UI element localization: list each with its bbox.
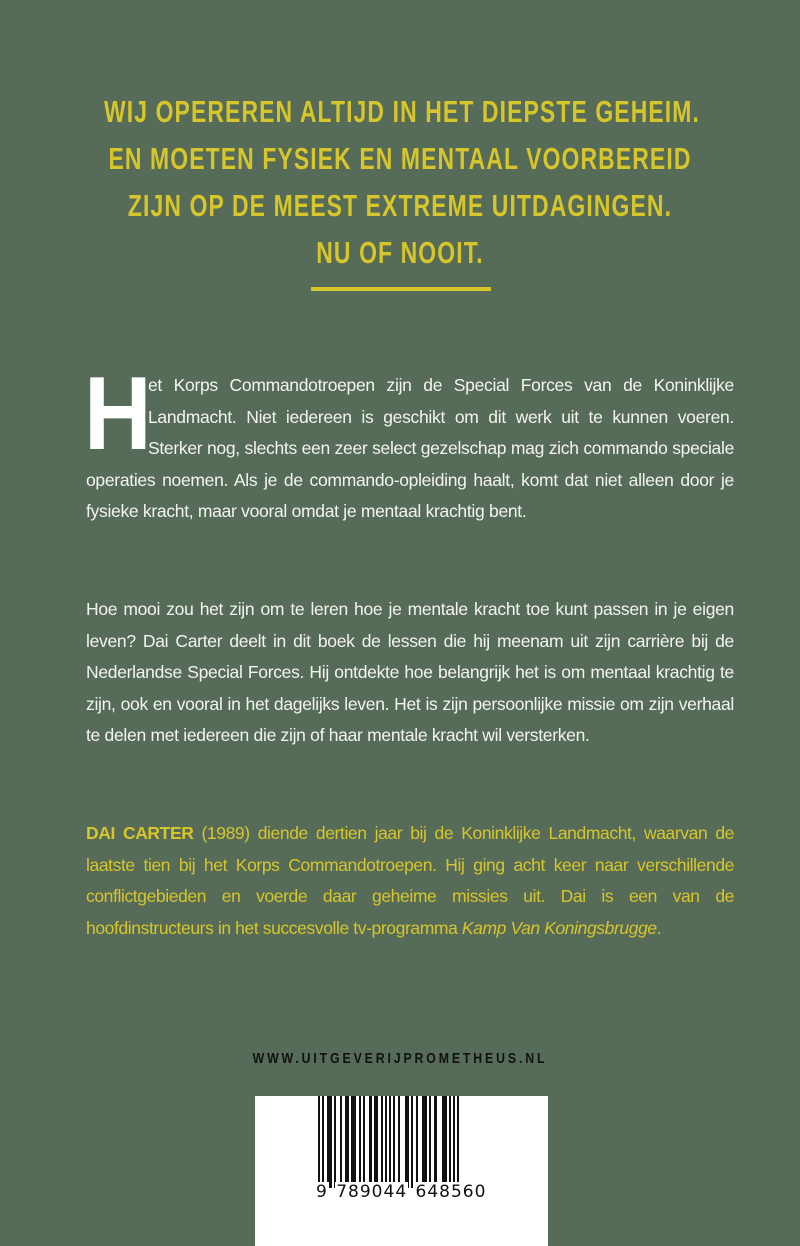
isbn-group-2: 648560 bbox=[415, 1182, 487, 1202]
description-paragraph: Hoe mooi zou het zijn om te leren hoe je mentale kracht toe kunt passen in je eigen leven? Dai Carter deelt in dit boek de lessen die hij meenam uit zijn carrière bij de Nederlandse Special Forces. Hij ontdekte hoe belangrijk het is om mentaal krachtig te zijn, ook en vooral in het dagelijks leven. Het is zijn persoonlijke missie om zijn verhaal te delen met iedereen die zijn of haar mentale kracht wil versterken. bbox=[86, 599, 734, 745]
author-bio-text: (1989) diende dertien jaar bij de Koninklijke Landmacht, waarvan de laatste tien bij het Korps Commandotroepen. Hij ging acht keer naar verschillende conflictgebieden en voerde daar geheime missies uit. Dai is een van de hoofdinstructeurs in het succesvolle tv-programma bbox=[86, 823, 735, 938]
headline-line-1: WIJ OPEREREN ALTIJD IN HET DIEPSTE GEHEIM. bbox=[104, 94, 700, 129]
headline-underline-divider bbox=[311, 287, 491, 291]
author-name: DAI CARTER bbox=[86, 823, 194, 843]
isbn-group-1: 789044 bbox=[336, 1182, 408, 1202]
headline-line-2: EN MOETEN FYSIEK EN MENTAAL VOORBEREID bbox=[108, 141, 692, 176]
isbn-prefix: 9 bbox=[316, 1182, 328, 1202]
tv-show-title: Kamp Van Koningsbrugge bbox=[461, 917, 657, 938]
intro-paragraph bbox=[84, 356, 734, 528]
barcode-bars-icon bbox=[318, 1096, 508, 1196]
barcode-box bbox=[255, 1096, 548, 1246]
author-bio bbox=[86, 818, 734, 944]
drop-cap: H bbox=[84, 356, 152, 472]
headline-line-4: NU OF NOOIT. bbox=[316, 235, 484, 270]
intro-text: et Korps Commandotroepen zijn de Special Forces van de Koninklijke Landmacht. Niet iedereen is geschikt om dit werk uit te kunnen voeren. Sterker nog, slechts een zeer select gezelschap mag zich commando speciale operaties noemen. Als je de commando-opleiding haalt, komt dat niet alleen door je fysieke kracht, maar vooral omdat je mentaal krachtig bent. bbox=[86, 375, 734, 521]
headline-line-3: ZIJN OP DE MEEST EXTREME UITDAGINGEN. bbox=[127, 188, 673, 223]
publisher-website: WWW.UITGEVERIJPROMETHEUS.NL bbox=[252, 1050, 548, 1067]
author-bio-end: . bbox=[656, 917, 662, 938]
headline bbox=[0, 88, 800, 276]
isbn-number bbox=[315, 1182, 487, 1202]
